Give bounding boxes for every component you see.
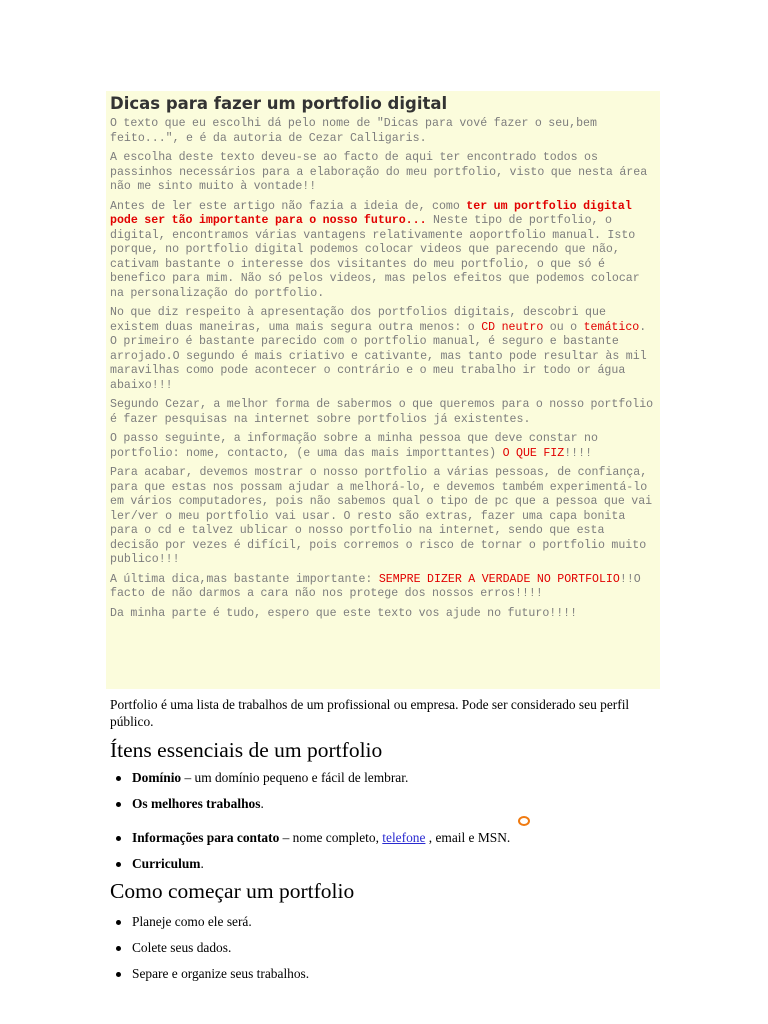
bullet: [116, 920, 121, 925]
paragraph-text: Neste tipo de portfolio, o digital, encontramos várias vantagens relativamente aoportfolio manual. Isto porque, no portfolio digital podemos colocar videos que parecendo que não, cativam bastante o interesse dos visitantes do meu portfolio, o que só é benefico para mim. Não só pelos videos, mas pelos efeitos que podemos colocar na personalização do portfolio.: [110, 214, 640, 300]
list-item: [132, 966, 309, 982]
item-text: – um domínio pequeno e fácil de lembrar.: [181, 770, 409, 785]
paragraph-text: !!O facto de não darmos a cara não nos protege dos nossos erros!!!!: [110, 572, 641, 600]
article-paragraph: Da minha parte é tudo, espero que este texto vos ajude no futuro!!!!: [110, 606, 578, 620]
highlight-text: temático: [583, 320, 640, 334]
item-label: Informações para contato: [132, 830, 280, 845]
highlight-text: O QUE FIZ: [502, 446, 565, 460]
paragraph-text: !!!!: [564, 446, 593, 460]
list-item: [132, 770, 408, 786]
bullet: [116, 776, 121, 781]
item-text: , email e MSN.: [425, 830, 511, 845]
list-item: [132, 914, 252, 930]
list-item: [132, 796, 264, 812]
item-text: .: [260, 796, 264, 811]
item-text: Planeje como ele será.: [132, 914, 252, 929]
bullet: [116, 946, 121, 951]
item-label: Curriculum: [132, 856, 201, 871]
item-label: Domínio: [132, 770, 182, 785]
list-item: [132, 856, 204, 872]
item-text: Colete seus dados.: [132, 940, 232, 955]
bullet: [116, 836, 121, 841]
article-paragraph: [110, 432, 656, 461]
paragraph-text: A última dica,mas bastante importante:: [110, 572, 379, 586]
paragraph-text: ou o: [543, 320, 584, 334]
article-paragraph: A escolha deste texto deveu-se ao facto de aqui ter encontrado todos os passinhos necessários para a elaboração do meu portfolio, visto que nesta área não me sinto muito à vontade!!: [110, 151, 648, 193]
article-paragraph: [110, 306, 656, 393]
paragraph-text: O passo seguinte, a informação sobre a minha pessoa que deve constar no portfolio: nome, contacto, (e uma das mais importtantes): [110, 432, 598, 460]
article-paragraph: [110, 200, 656, 302]
list-item: [132, 830, 510, 846]
highlight-text: CD neutro: [481, 320, 544, 334]
paragraph-text: . O primeiro é bastante parecido com o portfolio manual, é seguro e bastante arrojado.O segundo é mais criativo e cativante, mas tanto pode resultar às mil maravilhas como pode acontecer o contrário e o meu trabalho ir todo or água abaixo!!!: [110, 320, 647, 392]
phone-icon[interactable]: [518, 816, 530, 826]
article-paragraph: Segundo Cezar, a melhor forma de sabermos o que queremos para o nosso portfolio é fazer pesquisas na internet sobre portfolios já existentes.: [110, 398, 654, 426]
bullet: [116, 972, 121, 977]
paragraph-text: No que diz respeito à apresentação dos portfolios digitais, descobri que existem duas maneiras, uma mais segura outra menos: o: [110, 306, 606, 334]
highlight-text: ter um portfolio digital pode ser tão importante para o nosso futuro...: [110, 199, 632, 227]
highlight-text: SEMPRE DIZER A VERDADE NO PORTFOLIO: [378, 572, 620, 586]
item-text: – nome completo,: [279, 830, 383, 845]
item-text: Separe e organize seus trabalhos.: [132, 966, 310, 981]
telefone-link[interactable]: telefone: [382, 830, 426, 845]
bullet: [116, 802, 121, 807]
paragraph-text: Antes de ler este artigo não fazia a ideia de, como: [110, 199, 467, 213]
item-label: Os melhores trabalhos: [132, 796, 261, 811]
item-text: .: [200, 856, 204, 871]
article-content: [110, 92, 656, 626]
article-paragraph: Para acabar, devemos mostrar o nosso portfolio a várias pessoas, de confiança, para que estas nos possam ajudar a melhorá-lo, e devemos também experimentá-lo em vários computadores, pois não sabemos qual o tipo de pc que a pessoa que vai ler/ver o meu portfolio vai usar. O resto são extras, fazer uma capa bonita para o cd e talvez ublicar o nosso portfolio na internet, sendo que esta decisão por vezes é difícil, pois corremos o risco de tornar o portfolio muito publico!!!: [110, 466, 653, 566]
intro-text: Portfolio é uma lista de trabalhos de um profissional ou empresa. Pode ser considerado seu perfil público.: [110, 697, 630, 729]
section-heading-essentials: Ítens essenciais de um portfolio: [110, 738, 383, 762]
list-item: [132, 940, 231, 956]
section-heading-start: Como começar um portfolio: [110, 879, 355, 903]
article-paragraph: [110, 573, 656, 602]
bullet: [116, 862, 121, 867]
article-paragraph: O texto que eu escolhi dá pelo nome de "Dicas para vové fazer o seu,bem feito...", e é da autoria de Cezar Calligaris.: [110, 117, 597, 145]
article-title: Dicas para fazer um portfolio digital: [110, 94, 448, 113]
